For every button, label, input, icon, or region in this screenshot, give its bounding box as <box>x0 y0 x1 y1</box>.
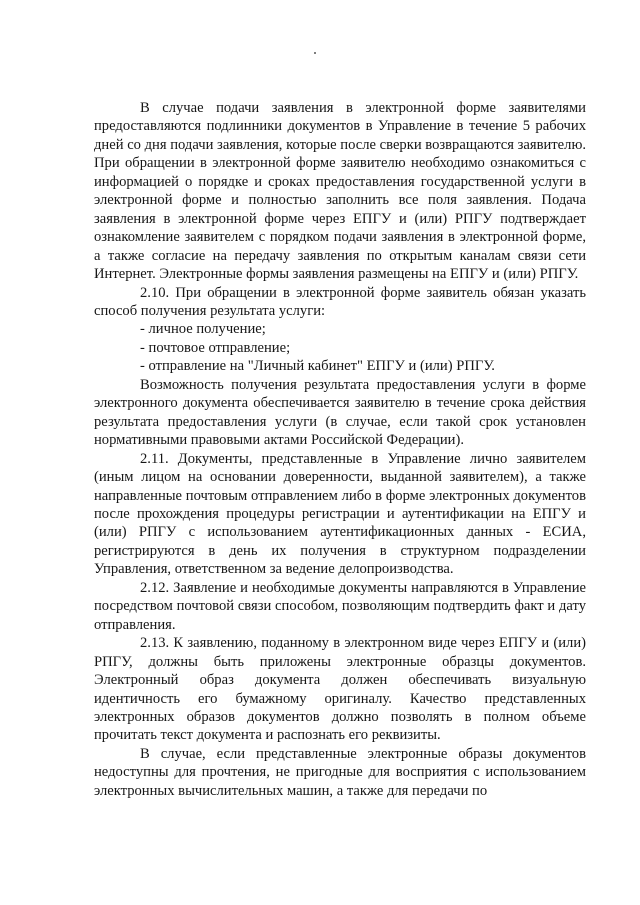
list-item-postal-delivery: - почтовое отправление; <box>140 339 291 356</box>
document-body <box>94 99 586 800</box>
paragraph-2-13: 2.13. К заявлению, поданному в электронном виде через ЕПГУ и (или) РПГУ, должны быть приложены электронные образцы документов. Электронный образ документа должен обеспечивать визуальную идентичность его бумажному оригиналу. Качество представленных электронных образов документов должно позволять в полном объеме прочитать текст документа и распознать его реквизиты. <box>94 635 586 744</box>
paragraph-2-10: 2.10. При обращении в электронной форме заявитель обязан указать способ получения результата услуги: <box>94 284 586 319</box>
paragraph-electronic-submission: В случае подачи заявления в электронной форме заявителями предоставляются подлинники документов в Управление в течение 5 рабочих дней со дня подачи заявления, которые после сверки возвращаются заявителю. При обращении в электронной форме заявителю необходимо ознакомиться с информацией о порядке и сроках предоставления государственной услуги в электронной форме и полностью заполнить все поля заявления. Подача заявления в электронной форме через ЕПГУ и (или) РПГУ подтверждает ознакомление заявителем с порядком подачи заявления в электронной форме, а также согласие на передачу заявления по открытым каналам связи сети Интернет. Электронные формы заявления размещены на ЕПГУ и (или) РПГУ. <box>94 100 586 283</box>
paragraph-2-11: 2.11. Документы, представленные в Управление лично заявителем (иным лицом на основании доверенности, выданной заявителем), а также направленные почтовым отправлением либо в форме электронных документов после прохождения процедуры регистрации и аутентификации на ЕПГУ и (или) РПГУ с использованием аутентификационных данных - ЕСИА, регистрируются в день их получения в структурном подразделении Управления, ответственном за ведение делопроизводства. <box>94 450 586 578</box>
list-item-personal-receipt: - личное получение; <box>140 321 266 338</box>
paragraph-unreadable-images: В случае, если представленные электронные образы документов недоступны для прочтения, не пригодные для восприятия с использованием электронных вычислительных машин, а также для передачи по <box>94 745 586 799</box>
paragraph-2-12: 2.12. Заявление и необходимые документы направляются в Управление посредством почтовой связи способом, позволяющим подтвердить факт и дату отправления. <box>94 579 586 633</box>
list-item-personal-account: - отправление на "Личный кабинет" ЕПГУ и (или) РПГУ. <box>140 358 495 375</box>
paragraph-electronic-result: Возможность получения результата предоставления услуги в форме электронного документа обеспечивается заявителю в течение срока действия результата предоставления услуги (в случае, если такой срок установлен нормативными правовыми актами Российской Федерации). <box>94 376 586 449</box>
scan-speck <box>314 52 316 54</box>
